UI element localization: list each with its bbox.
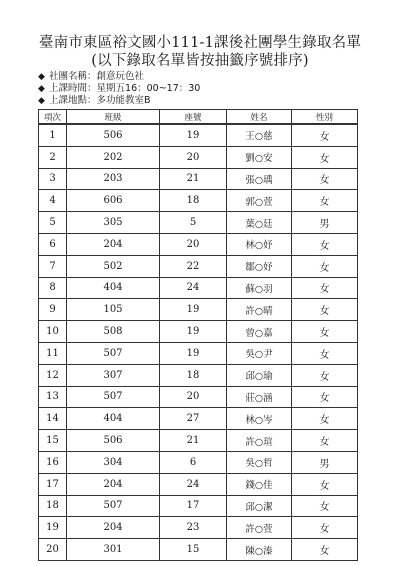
table-row xyxy=(39,364,358,386)
cell-class: 204 xyxy=(67,233,160,255)
cell-gender: 女 xyxy=(292,408,358,430)
cell-name: 陳○溱 xyxy=(227,539,292,561)
cell-item-no: 4 xyxy=(39,190,67,212)
cell-gender: 女 xyxy=(292,430,358,452)
table-row xyxy=(39,212,358,234)
cell-seat: 24 xyxy=(160,277,227,299)
table-row xyxy=(39,408,358,430)
cell-name: 許○瑄 xyxy=(227,430,292,452)
cell-item-no: 5 xyxy=(39,212,67,234)
cell-seat: 22 xyxy=(160,255,227,277)
cell-seat: 21 xyxy=(160,430,227,452)
cell-gender: 女 xyxy=(292,342,358,364)
cell-item-no: 12 xyxy=(39,364,67,386)
info-label: 社團名稱 xyxy=(49,71,88,82)
cell-class: 304 xyxy=(67,451,160,473)
cell-seat: 6 xyxy=(160,451,227,473)
header-seat: 座號 xyxy=(160,110,227,125)
cell-item-no: 15 xyxy=(39,430,67,452)
cell-item-no: 1 xyxy=(39,124,67,146)
cell-gender: 女 xyxy=(292,495,358,517)
cell-gender: 女 xyxy=(292,255,358,277)
cell-class: 203 xyxy=(67,168,160,190)
table-row xyxy=(39,124,358,146)
cell-gender: 男 xyxy=(292,451,358,473)
cell-seat: 17 xyxy=(160,495,227,517)
cell-seat: 23 xyxy=(160,517,227,539)
cell-name: 曾○嘉 xyxy=(227,321,292,343)
cell-class: 507 xyxy=(67,495,160,517)
diamond-bullet-icon: ◆ xyxy=(38,72,45,82)
table-row xyxy=(39,299,358,321)
document-subtitle: (以下錄取名單皆按抽籤序號排序) xyxy=(91,53,309,69)
cell-name: 張○瑀 xyxy=(227,168,292,190)
cell-name: 錢○佳 xyxy=(227,473,292,495)
cell-seat: 19 xyxy=(160,124,227,146)
table-header-row xyxy=(39,110,358,125)
cell-class: 404 xyxy=(67,277,160,299)
cell-name: 吳○尹 xyxy=(227,342,292,364)
cell-name: 鄒○妤 xyxy=(227,255,292,277)
table-row xyxy=(39,430,358,452)
cell-class: 606 xyxy=(67,190,160,212)
header-name: 姓名 xyxy=(227,110,292,125)
cell-item-no: 9 xyxy=(39,299,67,321)
cell-name: 葉○廷 xyxy=(227,212,292,234)
cell-item-no: 13 xyxy=(39,386,67,408)
info-club-name: ◆ 社團名稱：創意玩色社 xyxy=(38,71,145,82)
cell-seat: 19 xyxy=(160,321,227,343)
header-class: 班級 xyxy=(67,110,160,125)
document-title: 臺南市東區裕文國小111-1課後社團學生錄取名單 xyxy=(38,35,362,51)
cell-class: 506 xyxy=(67,124,160,146)
info-value: 星期五16：00~17：30 xyxy=(96,83,201,94)
cell-gender: 女 xyxy=(292,473,358,495)
cell-class: 507 xyxy=(67,342,160,364)
table-row xyxy=(39,277,358,299)
info-label: 上課時間 xyxy=(49,83,88,94)
cell-seat: 5 xyxy=(160,212,227,234)
cell-name: 許○萱 xyxy=(227,517,292,539)
cell-item-no: 20 xyxy=(39,539,67,561)
cell-class: 506 xyxy=(67,430,160,452)
info-value: 創意玩色社 xyxy=(96,71,145,82)
cell-seat: 18 xyxy=(160,364,227,386)
cell-item-no: 2 xyxy=(39,146,67,168)
cell-item-no: 8 xyxy=(39,277,67,299)
cell-class: 105 xyxy=(67,299,160,321)
diamond-bullet-icon: ◆ xyxy=(38,96,45,106)
cell-class: 204 xyxy=(67,517,160,539)
cell-gender: 男 xyxy=(292,212,358,234)
cell-item-no: 16 xyxy=(39,451,67,473)
cell-seat: 20 xyxy=(160,233,227,255)
cell-seat: 18 xyxy=(160,190,227,212)
table-row xyxy=(39,386,358,408)
cell-seat: 15 xyxy=(160,539,227,561)
table-row xyxy=(39,255,358,277)
info-value: 多功能教室B xyxy=(96,95,151,106)
cell-gender: 女 xyxy=(292,386,358,408)
cell-class: 502 xyxy=(67,255,160,277)
cell-name: 郭○萱 xyxy=(227,190,292,212)
info-class-time: ◆ 上課時間：星期五16：00~17：30 xyxy=(38,83,201,94)
cell-seat: 27 xyxy=(160,408,227,430)
cell-seat: 19 xyxy=(160,342,227,364)
cell-class: 404 xyxy=(67,408,160,430)
table-row xyxy=(39,517,358,539)
cell-class: 508 xyxy=(67,321,160,343)
cell-name: 林○妤 xyxy=(227,233,292,255)
cell-item-no: 19 xyxy=(39,517,67,539)
table-row xyxy=(39,146,358,168)
cell-name: 蘇○羽 xyxy=(227,277,292,299)
cell-gender: 女 xyxy=(292,277,358,299)
cell-name: 許○晴 xyxy=(227,299,292,321)
cell-item-no: 10 xyxy=(39,321,67,343)
table-body xyxy=(39,124,358,560)
student-roster-table xyxy=(38,109,358,561)
cell-name: 吳○哲 xyxy=(227,451,292,473)
table-row xyxy=(39,539,358,561)
cell-class: 204 xyxy=(67,473,160,495)
table-row xyxy=(39,321,358,343)
cell-gender: 女 xyxy=(292,539,358,561)
cell-gender: 女 xyxy=(292,124,358,146)
header-gender: 性別 xyxy=(292,110,358,125)
table-row xyxy=(39,451,358,473)
diamond-bullet-icon: ◆ xyxy=(38,84,45,94)
cell-name: 邱○潔 xyxy=(227,495,292,517)
cell-gender: 女 xyxy=(292,321,358,343)
cell-item-no: 17 xyxy=(39,473,67,495)
table-row xyxy=(39,342,358,364)
cell-gender: 女 xyxy=(292,190,358,212)
table-row xyxy=(39,233,358,255)
cell-seat: 19 xyxy=(160,299,227,321)
cell-class: 507 xyxy=(67,386,160,408)
cell-class: 305 xyxy=(67,212,160,234)
cell-gender: 女 xyxy=(292,299,358,321)
cell-gender: 女 xyxy=(292,233,358,255)
cell-seat: 20 xyxy=(160,386,227,408)
cell-item-no: 14 xyxy=(39,408,67,430)
cell-gender: 女 xyxy=(292,168,358,190)
cell-class: 301 xyxy=(67,539,160,561)
cell-gender: 女 xyxy=(292,146,358,168)
cell-item-no: 6 xyxy=(39,233,67,255)
info-class-location: ◆ 上課地點：多功能教室B xyxy=(38,95,151,106)
cell-name: 劉○安 xyxy=(227,146,292,168)
cell-item-no: 7 xyxy=(39,255,67,277)
table-row xyxy=(39,495,358,517)
cell-name: 邱○瑜 xyxy=(227,364,292,386)
table-row xyxy=(39,168,358,190)
cell-name: 莊○涵 xyxy=(227,386,292,408)
header-item-no: 項次 xyxy=(39,110,67,125)
info-label: 上課地點 xyxy=(49,95,88,106)
cell-seat: 20 xyxy=(160,146,227,168)
table-row xyxy=(39,190,358,212)
cell-seat: 21 xyxy=(160,168,227,190)
cell-seat: 24 xyxy=(160,473,227,495)
cell-name: 林○岑 xyxy=(227,408,292,430)
cell-class: 307 xyxy=(67,364,160,386)
cell-name: 王○慈 xyxy=(227,124,292,146)
cell-item-no: 18 xyxy=(39,495,67,517)
cell-gender: 女 xyxy=(292,517,358,539)
cell-item-no: 3 xyxy=(39,168,67,190)
table-row xyxy=(39,473,358,495)
cell-class: 202 xyxy=(67,146,160,168)
cell-item-no: 11 xyxy=(39,342,67,364)
cell-gender: 女 xyxy=(292,364,358,386)
